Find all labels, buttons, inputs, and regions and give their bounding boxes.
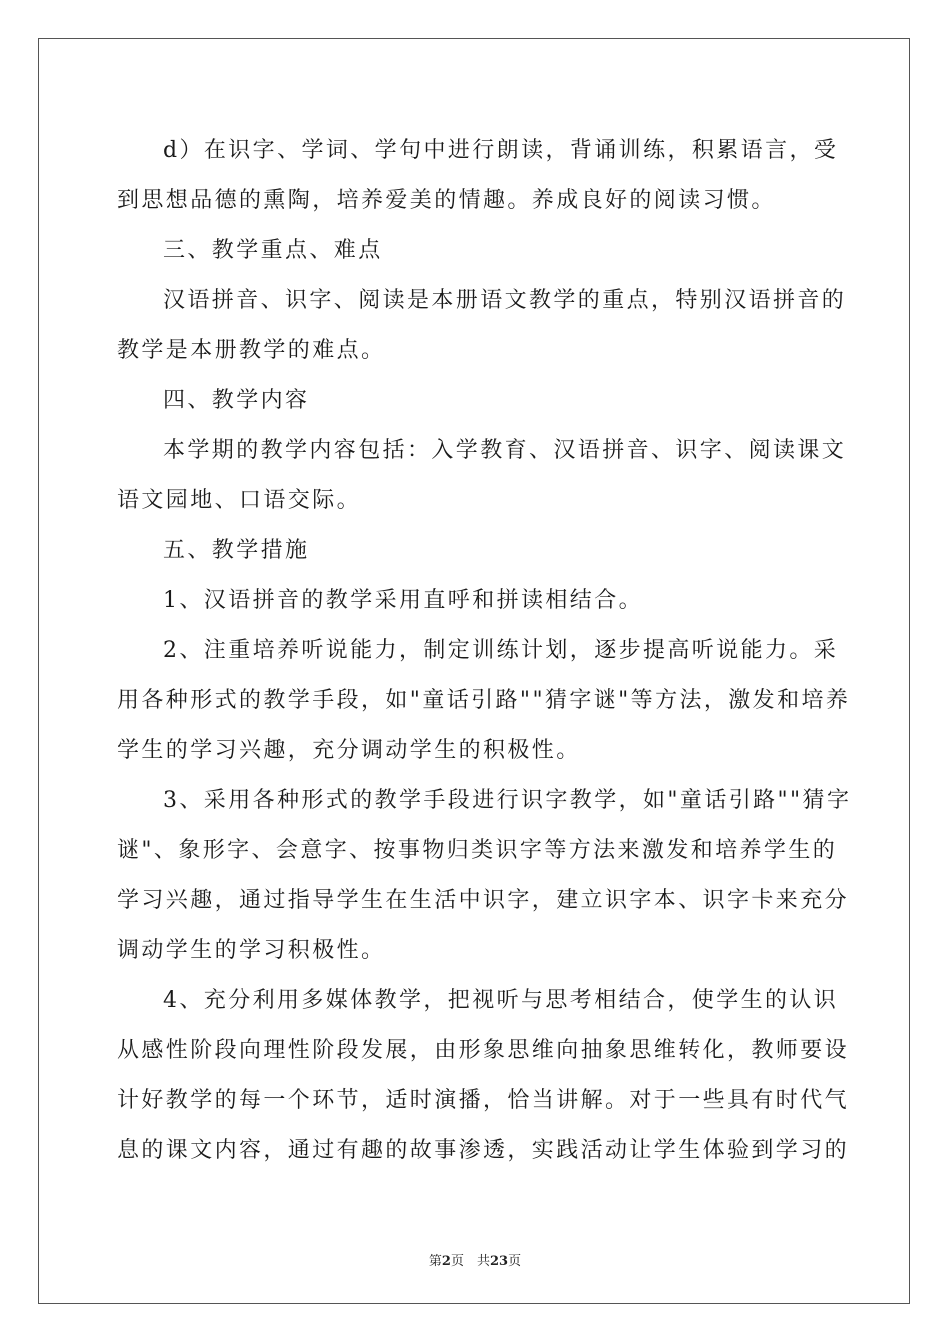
text-line: 学习兴趣，通过指导学生在生活中识字，建立识字本、识字卡来充分	[117, 888, 850, 913]
text-line: 调动学生的学习积极性。	[117, 938, 386, 963]
text-line: 本学期的教学内容包括：入学教育、汉语拼音、识字、阅读课文	[163, 438, 847, 463]
text-line: 到思想品德的熏陶，培养爱美的情趣。养成良好的阅读习惯。	[117, 188, 776, 213]
footer-suffix: 页	[508, 1254, 522, 1269]
text-line: 2、注重培养听说能力，制定训练计划，逐步提高听说能力。采	[163, 638, 839, 663]
text-line: 谜"、象形字、会意字、按事物归类识字等方法来激发和培养学生的	[117, 838, 838, 863]
text-line: 汉语拼音、识字、阅读是本册语文教学的重点，特别汉语拼音的	[163, 288, 847, 313]
text-line: 计好教学的每一个环节，适时演播，恰当讲解。对于一些具有时代气	[117, 1088, 850, 1113]
text-line: 教学是本册教学的难点。	[117, 338, 386, 363]
text-line: 学生的学习兴趣，充分调动学生的积极性。	[117, 738, 581, 763]
text-line: 语文园地、口语交际。	[117, 488, 362, 513]
text-line: 从感性阶段向理性阶段发展，由形象思维向抽象思维转化，教师要设	[117, 1038, 850, 1063]
section-heading: 四、教学内容	[163, 388, 310, 413]
text-line: 4、充分利用多媒体教学，把视听与思考相结合，使学生的认识	[163, 988, 839, 1013]
text-line: 3、采用各种形式的教学手段进行识字教学，如"童话引路""猜字	[163, 788, 852, 813]
text-line: 1、汉语拼音的教学采用直呼和拼读相结合。	[163, 588, 643, 613]
text-line: 用各种形式的教学手段，如"童话引路""猜字谜"等方法，激发和培养	[117, 688, 851, 713]
text-line: d）在识字、学词、学句中进行朗读，背诵训练，积累语言，受	[163, 138, 839, 163]
section-heading: 三、教学重点、难点	[163, 238, 383, 263]
page-number: 2	[441, 1254, 451, 1269]
section-heading: 五、教学措施	[163, 538, 310, 563]
total-pages: 23	[489, 1254, 509, 1269]
text-line: 息的课文内容，通过有趣的故事渗透，实践活动让学生体验到学习的	[117, 1138, 850, 1163]
footer-mid: 页 共	[450, 1254, 490, 1269]
page-footer	[0, 1250, 950, 1269]
document-body	[117, 126, 852, 1176]
footer-prefix: 第	[428, 1254, 442, 1269]
